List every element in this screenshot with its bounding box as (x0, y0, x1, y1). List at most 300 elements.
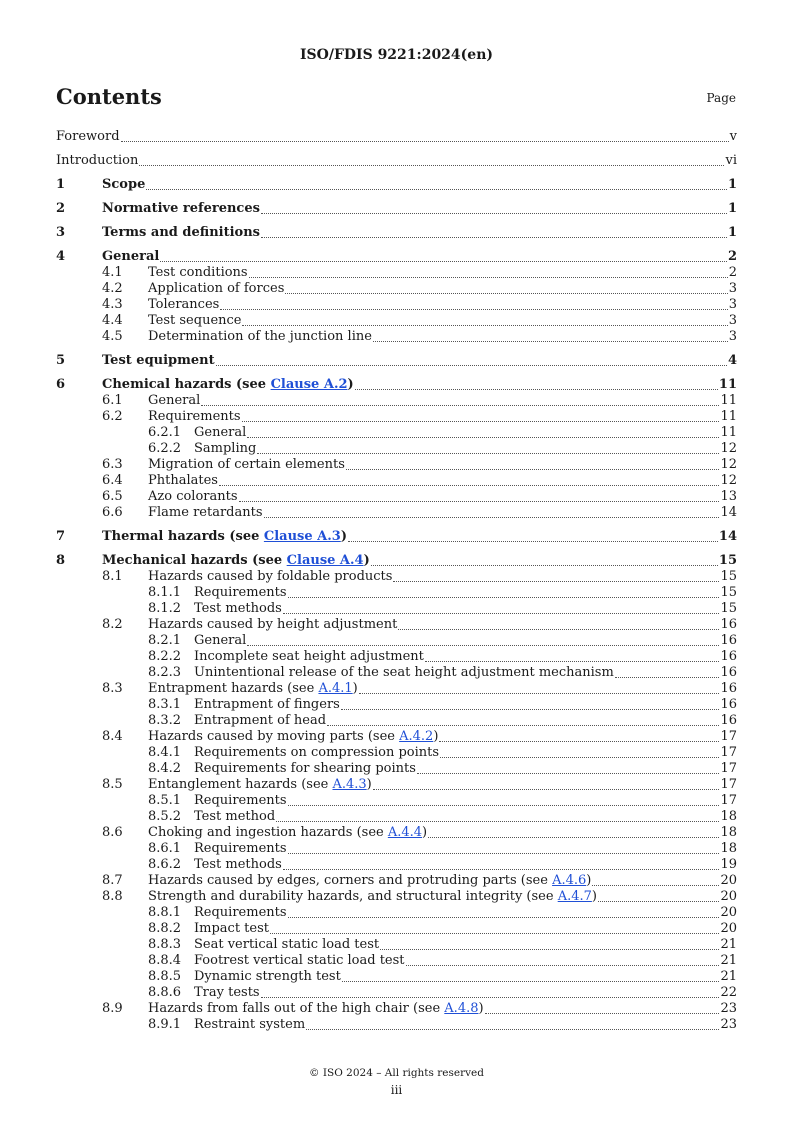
toc-entry[interactable] (56, 745, 737, 761)
dot-leader (139, 164, 724, 166)
toc-entry-text: Requirements (194, 841, 287, 856)
toc-entry-number: 4.5 (102, 329, 123, 344)
toc-entry-text: Entanglement hazards (see (148, 777, 333, 792)
toc-entry-text: Restraint system (194, 1017, 306, 1032)
toc-entry-page: 20 (720, 905, 737, 920)
toc-entry-title (148, 1001, 485, 1017)
toc-entry-title (194, 953, 406, 969)
toc-entry-text: Entrapment of fingers (194, 697, 340, 712)
toc-entry-text: Hazards caused by edges, corners and protruding parts (see (148, 873, 553, 888)
toc-entry[interactable] (56, 761, 737, 777)
toc-entry-title (194, 665, 615, 681)
toc-entry-page: 14 (718, 529, 737, 544)
toc-entry-number: 4 (56, 249, 66, 264)
toc-entry-title (148, 265, 249, 281)
toc-entry-text: General (102, 249, 160, 264)
dot-leader (160, 260, 727, 262)
toc-entry-page: 12 (720, 441, 737, 456)
toc-entry-number: 2 (56, 201, 66, 216)
dot-leader (288, 852, 720, 854)
toc-entry-text: Strength and durability hazards, and structural integrity (see (148, 889, 558, 904)
toc-entry-number: 8.8.6 (148, 985, 182, 1000)
toc-entry[interactable] (56, 857, 737, 873)
toc-entry-title (194, 1017, 306, 1033)
toc-entry-title (194, 441, 257, 457)
toc-entry-text: Test methods (194, 601, 282, 616)
toc-entry-title (148, 473, 219, 489)
toc-entry-number: 8.6.2 (148, 857, 182, 872)
toc-entry-number: 8.8.1 (148, 905, 182, 920)
toc-entry-text: Test methods (194, 857, 282, 872)
dot-leader (220, 308, 727, 310)
toc-entry-text: Normative references (102, 201, 260, 216)
toc-entry[interactable] (56, 921, 737, 937)
toc-entry-title (148, 777, 373, 793)
dot-leader (406, 964, 720, 966)
toc-entry-title (194, 633, 247, 649)
toc-entry-number: 8.8.5 (148, 969, 182, 984)
toc-entry[interactable] (56, 177, 737, 193)
toc-entry-text: Incomplete seat height adjustment (194, 649, 424, 664)
dot-leader (239, 500, 720, 502)
toc-entry-title (102, 377, 355, 393)
toc-entry-number: 1 (56, 177, 66, 192)
toc-entry-page: 4 (727, 353, 737, 368)
dot-leader (425, 660, 720, 662)
toc-entry-page: 18 (720, 841, 737, 856)
toc-entry-text-suffix: ) (591, 889, 597, 904)
toc-entry-page: 17 (720, 777, 737, 792)
toc-entry-title (194, 697, 341, 713)
toc-entry-title (148, 489, 239, 505)
toc-entry-page: 18 (720, 825, 737, 840)
toc-entry[interactable] (56, 473, 737, 489)
dot-leader (380, 948, 719, 950)
toc-entry[interactable] (56, 665, 737, 681)
clause-reference-link[interactable]: A.4.8 (444, 1001, 479, 1016)
dot-leader (146, 188, 727, 190)
dot-leader (485, 1012, 720, 1014)
toc-entry-page: 20 (720, 921, 737, 936)
toc-entry-page: 20 (720, 889, 737, 904)
toc-entry-page: 20 (720, 873, 737, 888)
toc-entry-number: 8.5.1 (148, 793, 182, 808)
toc-entry-title (102, 177, 146, 193)
toc-entry-title (148, 569, 393, 585)
toc-entry-number: 8.8.2 (148, 921, 182, 936)
toc-entry-number: 8.4 (102, 729, 123, 744)
dot-leader (247, 436, 719, 438)
toc-entry-text: Requirements (148, 409, 241, 424)
toc-entry[interactable] (56, 681, 737, 697)
clause-reference-link[interactable]: A.4.2 (399, 729, 434, 744)
dot-leader (355, 388, 718, 390)
toc-entry-text: Mechanical hazards (see (102, 553, 287, 568)
dot-leader (283, 612, 720, 614)
toc-entry-page: 12 (720, 457, 737, 472)
toc-entry-text: Foreword (56, 129, 120, 144)
toc-entry-number: 4.4 (102, 313, 123, 328)
toc-entry[interactable] (56, 1001, 737, 1017)
toc-entry[interactable] (56, 713, 737, 729)
toc-entry-title (148, 457, 346, 473)
toc-entry[interactable] (56, 825, 737, 841)
toc-entry-page: 22 (720, 985, 737, 1000)
dot-leader (216, 364, 727, 366)
toc-entry-title (148, 889, 598, 905)
dot-leader (440, 756, 719, 758)
toc-entry[interactable] (56, 225, 737, 241)
toc-entry-text: Flame retardants (148, 505, 263, 520)
toc-entry-number: 8.4.2 (148, 761, 182, 776)
toc-entry-text: Tray tests (194, 985, 260, 1000)
toc-entry-number: 8.7 (102, 873, 123, 888)
toc-entry[interactable] (56, 729, 737, 745)
toc-entry-text-suffix: ) (366, 777, 372, 792)
dot-leader (359, 692, 720, 694)
toc-entry[interactable] (56, 313, 737, 329)
toc-entry[interactable] (56, 441, 737, 457)
page-number: iii (390, 1083, 403, 1097)
toc-entry-title (148, 873, 592, 889)
toc-entry-page: 11 (720, 393, 737, 408)
dot-leader (615, 676, 720, 678)
toc-entry-number: 6 (56, 377, 66, 392)
toc-entry[interactable] (56, 969, 737, 985)
toc-entry[interactable] (56, 329, 737, 345)
toc-entry-text-suffix: ) (340, 529, 347, 544)
toc-entry-text-suffix: ) (433, 729, 439, 744)
toc-entry-text: Impact test (194, 921, 269, 936)
toc-entry-text: Scope (102, 177, 146, 192)
toc-entry-number: 8.1 (102, 569, 123, 584)
toc-entry[interactable] (56, 809, 737, 825)
toc-entry-page: 1 (727, 201, 737, 216)
toc-entry-page: 23 (720, 1001, 737, 1016)
toc-entry-text: Tolerances (148, 297, 220, 312)
toc-entry-number: 6.2.2 (148, 441, 182, 456)
toc-entry-page: 17 (720, 793, 737, 808)
dot-leader (417, 772, 720, 774)
toc-entry-text: Azo colorants (148, 489, 238, 504)
dot-leader (247, 644, 719, 646)
dot-leader (201, 404, 719, 406)
dot-leader (285, 292, 727, 294)
toc-entry-page: vi (725, 153, 737, 168)
toc-entry-page: 1 (727, 177, 737, 192)
toc-entry[interactable] (56, 793, 737, 809)
toc-entry[interactable] (56, 129, 737, 145)
toc-entry-title (102, 553, 371, 569)
toc-entry[interactable] (56, 841, 737, 857)
toc-entry[interactable] (56, 265, 737, 281)
toc-entry-title (148, 505, 264, 521)
toc-entry-text: Hazards caused by height adjustment (148, 617, 398, 632)
page-title: Contents (56, 84, 162, 109)
dot-leader (242, 420, 720, 422)
toc-entry-text: Unintentional release of the seat height adjustment mechanism (194, 665, 614, 680)
toc-entry-number: 8.2.2 (148, 649, 182, 664)
toc-entry-page: 2 (727, 249, 737, 264)
toc-entry-text: Requirements (194, 585, 287, 600)
dot-leader (439, 740, 719, 742)
toc-entry-title (148, 313, 242, 329)
toc-entry[interactable] (56, 153, 737, 169)
toc-entry-title (148, 617, 398, 633)
toc-entry-page: 12 (720, 473, 737, 488)
toc-entry[interactable] (56, 201, 737, 217)
dot-leader (306, 1028, 719, 1030)
toc-entry-page: 1 (727, 225, 737, 240)
toc-entry-number: 8.4.1 (148, 745, 182, 760)
toc-entry-text: Requirements on compression points (194, 745, 440, 760)
toc-entry[interactable] (56, 585, 737, 601)
toc-entry-page: 14 (720, 505, 737, 520)
toc-entry[interactable] (56, 353, 737, 369)
toc-entry-text: Chemical hazards (see (102, 377, 271, 392)
toc-entry[interactable] (56, 697, 737, 713)
toc-entry-page: 15 (720, 601, 737, 616)
toc-entry-page: 16 (720, 681, 737, 696)
toc-entry-page: 17 (720, 745, 737, 760)
dot-leader (276, 820, 719, 822)
dot-leader (288, 804, 720, 806)
dot-leader (261, 236, 727, 238)
toc-entry[interactable] (56, 425, 737, 441)
toc-entry-number: 6.4 (102, 473, 123, 488)
toc-entry-page: 16 (720, 665, 737, 680)
toc-entry[interactable] (56, 985, 737, 1001)
toc-entry-title (194, 425, 247, 441)
toc-entry[interactable] (56, 633, 737, 649)
toc-entry-text: Entrapment hazards (see (148, 681, 319, 696)
toc-entry[interactable] (56, 873, 737, 889)
toc-entry-text: Introduction (56, 153, 139, 168)
toc-entry-text: Seat vertical static load test (194, 937, 380, 952)
toc-entry-number: 8.3.1 (148, 697, 182, 712)
dot-leader (121, 140, 729, 142)
toc-entry-title (148, 393, 201, 409)
toc-entry-text: General (194, 425, 247, 440)
toc-entry[interactable] (56, 505, 737, 521)
toc-entry-number: 4.2 (102, 281, 123, 296)
toc-entry-number: 6.3 (102, 457, 123, 472)
toc-entry-number: 8.1.1 (148, 585, 182, 600)
toc-entry-page: 17 (720, 761, 737, 776)
toc-entry[interactable] (56, 905, 737, 921)
toc-entry-title (148, 281, 285, 297)
dot-leader (592, 884, 719, 886)
dot-leader (261, 996, 720, 998)
dot-leader (373, 340, 728, 342)
clause-reference-link[interactable]: A.4.1 (318, 681, 353, 696)
toc-entry-number: 8.2.3 (148, 665, 182, 680)
toc-entry-number: 8.1.2 (148, 601, 182, 616)
toc-entry-number: 8.6.1 (148, 841, 182, 856)
toc-entry[interactable] (56, 297, 737, 313)
clause-reference-link[interactable]: Clause A.2 (270, 377, 348, 392)
toc-entry-number: 6.5 (102, 489, 123, 504)
toc-entry-number: 6.2.1 (148, 425, 182, 440)
dot-leader (264, 516, 720, 518)
toc-entry-text-suffix: ) (586, 873, 592, 888)
toc-entry-page: 15 (720, 585, 737, 600)
clause-reference-link[interactable]: A.4.6 (552, 873, 587, 888)
dot-leader (373, 788, 720, 790)
toc-entry-text: Terms and definitions (102, 225, 260, 240)
toc-entry-title (194, 761, 417, 777)
toc-entry-text: Hazards caused by foldable products (148, 569, 393, 584)
toc-entry-text: Migration of certain elements (148, 457, 345, 472)
clause-reference-link[interactable]: A.4.4 (387, 825, 423, 840)
toc-entry-page: 16 (720, 617, 737, 632)
toc-entry-page: 23 (720, 1017, 737, 1032)
clause-reference-link[interactable]: A.4.3 (332, 777, 367, 792)
toc-entry[interactable] (56, 569, 737, 585)
toc-entry[interactable] (56, 1017, 737, 1033)
dot-leader (288, 596, 720, 598)
toc-entry-page: 15 (720, 569, 737, 584)
toc-entry[interactable] (56, 953, 737, 969)
toc-entry-text: Hazards from falls out of the high chair (see (148, 1001, 445, 1016)
toc-entry[interactable] (56, 601, 737, 617)
page-column-label: Page (706, 91, 736, 105)
toc-entry[interactable] (56, 377, 737, 393)
toc-entry-title (148, 729, 439, 745)
toc-entry-text: Requirements (194, 905, 287, 920)
toc-entry-page: 16 (720, 697, 737, 712)
toc-entry[interactable] (56, 529, 737, 545)
toc-entry[interactable] (56, 649, 737, 665)
dot-leader (327, 724, 719, 726)
dot-leader (393, 580, 719, 582)
toc-entry-page: 21 (720, 969, 737, 984)
toc-entry-title (194, 793, 288, 809)
toc-entry-number: 6.6 (102, 505, 123, 520)
toc-entry-number: 8.2 (102, 617, 123, 632)
toc-entry-text: Test method (194, 809, 276, 824)
toc-entry-page: 11 (718, 377, 737, 392)
toc-entry-text: Entrapment of head (194, 713, 327, 728)
toc-entry-title (194, 841, 288, 857)
toc-entry[interactable] (56, 777, 737, 793)
dot-leader (346, 468, 720, 470)
toc-entry-number: 8 (56, 553, 66, 568)
dot-leader (398, 628, 719, 630)
toc-entry-page: 11 (720, 409, 737, 424)
toc-entry-title (148, 825, 428, 841)
toc-entry-title (194, 937, 380, 953)
toc-entry-number: 7 (56, 529, 66, 544)
toc-entry-text: Determination of the junction line (148, 329, 372, 344)
toc-entry-number: 4.1 (102, 265, 123, 280)
dot-leader (270, 932, 719, 934)
toc-entry-title (194, 585, 288, 601)
dot-leader (242, 324, 727, 326)
toc-entry-text: Choking and ingestion hazards (see (148, 825, 388, 840)
toc-entry-number: 8.8 (102, 889, 123, 904)
toc-entry-page: 17 (720, 729, 737, 744)
toc-entry-page: 3 (728, 281, 737, 296)
toc-entry-number: 8.3 (102, 681, 123, 696)
toc-entry[interactable] (56, 617, 737, 633)
toc-entry-page: 3 (728, 297, 737, 312)
toc-entry-text: Application of forces (148, 281, 285, 296)
toc-entry[interactable] (56, 281, 737, 297)
toc-entry[interactable] (56, 409, 737, 425)
toc-entry-text: Dynamic strength test (194, 969, 341, 984)
toc-entry[interactable] (56, 393, 737, 409)
clause-reference-link[interactable]: A.4.7 (557, 889, 592, 904)
dot-leader (257, 452, 719, 454)
document-id-header: ISO/FDIS 9221:2024(en) (299, 47, 493, 63)
toc-entry[interactable] (56, 937, 737, 953)
toc-entry-number: 6.2 (102, 409, 123, 424)
toc-entry-title (102, 201, 261, 217)
toc-entry-title (148, 681, 359, 697)
toc-entry-number: 8.5.2 (148, 809, 182, 824)
toc-entry-number: 8.9.1 (148, 1017, 182, 1032)
clause-reference-link[interactable]: Clause A.3 (263, 529, 341, 544)
toc-entry-number: 8.8.3 (148, 937, 182, 952)
toc-entry-title (102, 529, 348, 545)
clause-reference-link[interactable]: Clause A.4 (286, 553, 364, 568)
toc-entry-page: 2 (728, 265, 737, 280)
toc-entry-number: 6.1 (102, 393, 123, 408)
toc-entry-number: 8.8.4 (148, 953, 182, 968)
toc-entry-number: 8.3.2 (148, 713, 182, 728)
toc-entry-page: v (729, 129, 737, 144)
toc-entry-title (148, 409, 242, 425)
toc-entry-title (102, 249, 160, 265)
toc-entry-text: Test conditions (148, 265, 248, 280)
toc-entry-page: 21 (720, 937, 737, 952)
toc-entry-text: Test equipment (102, 353, 215, 368)
toc-entry-text-suffix: ) (352, 681, 358, 696)
toc-entry-title (194, 969, 342, 985)
toc-entry-page: 11 (720, 425, 737, 440)
toc-entry[interactable] (56, 889, 737, 905)
toc-entry-text: Requirements for shearing points (194, 761, 416, 776)
toc-entry-number: 8.6 (102, 825, 123, 840)
toc-entry-number: 4.3 (102, 297, 123, 312)
toc-entry-text: Hazards caused by moving parts (see (148, 729, 400, 744)
toc-entry-title (56, 129, 121, 145)
toc-entry-text-suffix: ) (347, 377, 354, 392)
toc-entry[interactable] (56, 489, 737, 505)
toc-entry[interactable] (56, 457, 737, 473)
toc-entry-title (194, 745, 440, 761)
toc-entry-number: 3 (56, 225, 66, 240)
toc-entry-page: 3 (728, 329, 737, 344)
dot-leader (598, 900, 719, 902)
toc-entry-text: Thermal hazards (see (102, 529, 264, 544)
toc-entry-title (194, 713, 327, 729)
toc-entry[interactable] (56, 249, 737, 265)
toc-entry-text-suffix: ) (422, 825, 428, 840)
dot-leader (371, 564, 718, 566)
toc-entry-title (194, 649, 425, 665)
toc-entry-text: Phthalates (148, 473, 218, 488)
copyright-notice: © ISO 2024 – All rights reserved (309, 1067, 484, 1079)
dot-leader (428, 836, 719, 838)
toc-entry-number: 8.5 (102, 777, 123, 792)
toc-entry[interactable] (56, 553, 737, 569)
toc-entry-title (56, 153, 139, 169)
dot-leader (219, 484, 719, 486)
table-of-contents (56, 129, 737, 1033)
toc-entry-title (102, 353, 216, 369)
